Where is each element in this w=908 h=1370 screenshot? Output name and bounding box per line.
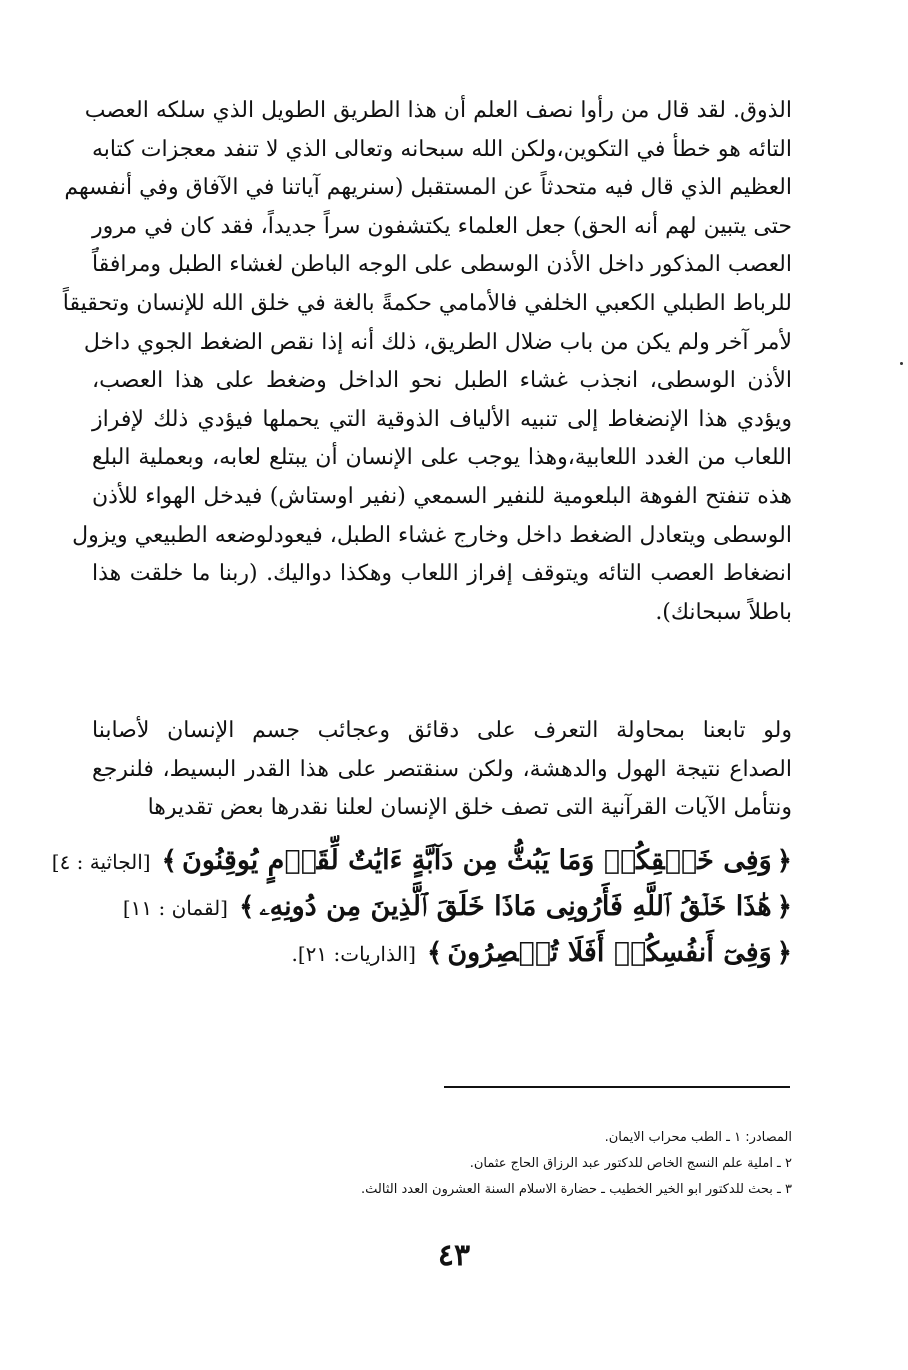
verse-reference: [لقمان : ١١] <box>122 896 228 920</box>
verse-text: وَفِىٓ أَنفُسِكُمۡ أَفَلَا تُبۡصِرُونَ <box>447 937 772 968</box>
paragraph-line: هذه تنفتح الفوهة البلعومية للنفير السمعي (نفير اوستاش) فيدخل الهواء للأذن <box>92 483 792 509</box>
paragraph-line: الأذن الوسطى، انجذب غشاء الطبل نحو الداخل وضغط على هذا العصب، <box>92 368 792 394</box>
paragraph-line: العصب المذكور داخل الأذن الوسطى على الوجه الباطن لغشاء الطبل ومرافقاً <box>92 252 792 278</box>
paragraph-line: العظيم الذي قال فيه متحدثاً عن المستقبل (سنريهم آياتنا في الآفاق وفي أنفسهم <box>64 175 792 201</box>
source-entry: المصادر: ١ ـ الطب محراب الايمان. <box>604 1130 792 1145</box>
verse-reference: [الذاريات: ٢١]. <box>291 942 416 966</box>
source-entry: ٣ ـ بحث للدكتور ابو الخير الخطيب ـ حضارة الاسلام السنة العشرون العدد الثالث. <box>361 1182 792 1197</box>
paragraph-line: ويؤدي هذا الإنضغاط إلى تنبيه الألياف الذوقية التي يحملها فيؤدي ذلك لإفراز <box>92 406 792 432</box>
paragraph-line: حتى يتبين لهم أنه الحق) جعل العلماء يكتشفون سراً جديداً، فقد كان في مرور <box>92 213 792 239</box>
verse-reference: [الجاثية : ٤] <box>51 850 151 874</box>
paragraph-2 <box>92 712 792 828</box>
scan-speck <box>96 247 99 250</box>
scan-speck <box>900 362 903 365</box>
verse-close-bracket: ﴾ <box>161 846 177 876</box>
verse-close-bracket: ﴾ <box>239 892 255 922</box>
paragraph-line: انضغاط العصب التائه ويتوقف إفراز اللعاب وهكذا دواليك. (ربنا ما خلقت هذا <box>92 561 792 587</box>
verse-text: وَفِى خَلۡقِكُمۡ وَمَا يَبُثُّ مِن دَآبَّةٍ ءَايَٰتٌ لِّقَوۡمٍ يُوقِنُونَ <box>181 845 772 876</box>
footnote-divider <box>444 1086 790 1088</box>
paragraph-line: الذوق. لقد قال من رأوا نصف العلم أن هذا الطريق الطويل الذي سلكه العصب <box>84 98 792 123</box>
paragraph-line: للرباط الطبلي الكعبي الخلفي فالأمامي حكمةً بالغة في خلق الله للإنسان وتحقيقاً <box>62 290 792 316</box>
verse-open-bracket: ﴿ <box>776 938 792 968</box>
quran-verse <box>92 884 792 930</box>
paragraph-line: ونتأمل الآيات القرآنية التى تصف خلق الإنسان لعلنا نقدرها بعض تقديرها <box>147 795 792 821</box>
verse-text: هَٰذَا خَلۡقُ ٱللَّهِ فَأَرُونِى مَاذَا خَلَقَ ٱلَّذِينَ مِن دُونِهِۦ <box>259 891 772 922</box>
paragraph-line: اللعاب من الغدد اللعابية،وهذا يوجب على الإنسان أن يبتلع لعابه، وبعملية البلع <box>92 445 792 471</box>
paragraph-line: ولو تابعنا بمحاولة التعرف على دقائق وعجائب جسم الإنسان لأصابنا <box>92 718 792 743</box>
page-number: ٤٣ <box>437 1238 471 1273</box>
quran-verse <box>51 838 792 884</box>
verse-close-bracket: ﴾ <box>427 938 443 968</box>
paragraph-line: الوسطى ويتعادل الضغط داخل وخارج غشاء الطبل، فيعودلوضعه الطبيعي ويزول <box>72 522 792 548</box>
paragraph-line: لأمر آخر ولم يكن من باب ضلال الطريق، ذلك أنه إذا نقص الضغط الجوي داخل <box>83 329 792 355</box>
paragraph-1 <box>62 92 792 632</box>
paragraph-line: باطلاً سبحانك). <box>655 599 792 625</box>
paragraph-line: الصداع نتيجة الهول والدهشة، ولكن سنقتصر على هذا القدر البسيط، فلنرجع <box>92 756 792 782</box>
paragraph-line: التائه هو خطأ في التكوين،ولكن الله سبحانه وتعالى الذي لا تنفد معجزات كتابه <box>92 136 792 162</box>
quran-verse <box>92 930 792 976</box>
quran-verses <box>51 838 792 976</box>
verse-open-bracket: ﴿ <box>776 846 792 876</box>
verse-open-bracket: ﴿ <box>776 892 792 922</box>
sources-footnote <box>92 1125 792 1203</box>
source-entry: ٢ ـ املية علم النسج الخاص للدكتور عبد الرزاق الحاج عثمان. <box>469 1156 792 1171</box>
